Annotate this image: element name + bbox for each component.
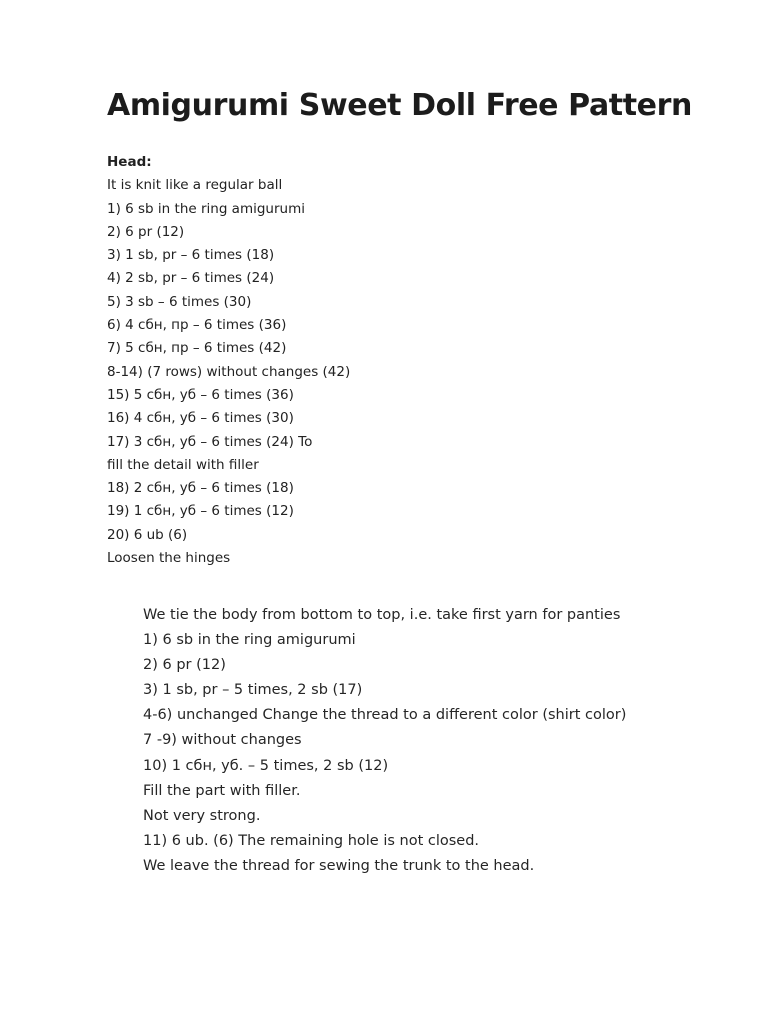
instruction-line: Loosen the hinges (107, 550, 231, 567)
instruction-line: 2) 6 pr (12) (143, 657, 226, 674)
instruction-line: 7) 5 сбн, пр – 6 times (42) (107, 340, 287, 357)
instruction-line: 7 -9) without changes (143, 732, 302, 749)
instruction-line: 3) 1 sb, pr – 6 times (18) (107, 247, 275, 264)
instruction-line: 2) 6 pr (12) (107, 223, 185, 240)
instruction-line: 18) 2 сбн, уб – 6 times (18) (107, 480, 294, 497)
instruction-line: 1) 6 sb in the ring amigurumi (143, 632, 356, 649)
section-heading: Head: (107, 154, 152, 170)
instruction-line: 3) 1 sb, pr – 5 times, 2 sb (17) (143, 682, 363, 699)
body-instructions (143, 603, 743, 879)
head-instructions (107, 151, 707, 570)
page-title: Amigurumi Sweet Doll Free Pattern (107, 88, 692, 123)
instruction-line: fill the detail with filler (107, 456, 259, 473)
instruction-line: 8-14) (7 rows) without changes (42) (107, 363, 351, 380)
instruction-line: Not very strong. (143, 807, 261, 824)
instruction-line: 17) 3 сбн, уб – 6 times (24) To (107, 433, 313, 450)
instruction-line: 5) 3 sb – 6 times (30) (107, 293, 252, 310)
instruction-line: 10) 1 сбн, уб. – 5 times, 2 sb (12) (143, 757, 389, 774)
instruction-line: 4-6) unchanged Change the thread to a different color (shirt color) (143, 707, 627, 724)
instruction-line: 1) 6 sb in the ring amigurumi (107, 200, 305, 217)
instruction-line: 11) 6 ub. (6) The remaining hole is not closed. (143, 832, 480, 849)
instruction-line: 4) 2 sb, pr – 6 times (24) (107, 270, 275, 287)
instruction-line: 19) 1 сбн, уб – 6 times (12) (107, 503, 294, 520)
instruction-line: It is knit like a regular ball (107, 177, 283, 194)
instruction-line: 16) 4 сбн, уб – 6 times (30) (107, 410, 294, 427)
instruction-line: We leave the thread for sewing the trunk to the head. (143, 857, 535, 874)
instruction-line: 20) 6 ub (6) (107, 526, 188, 543)
instruction-line: 15) 5 сбн, уб – 6 times (36) (107, 386, 294, 403)
instruction-line: 6) 4 сбн, пр – 6 times (36) (107, 317, 287, 334)
instruction-line: Fill the part with filler. (143, 782, 301, 799)
instruction-line: We tie the body from bottom to top, i.e. take first yarn for panties (143, 607, 621, 623)
